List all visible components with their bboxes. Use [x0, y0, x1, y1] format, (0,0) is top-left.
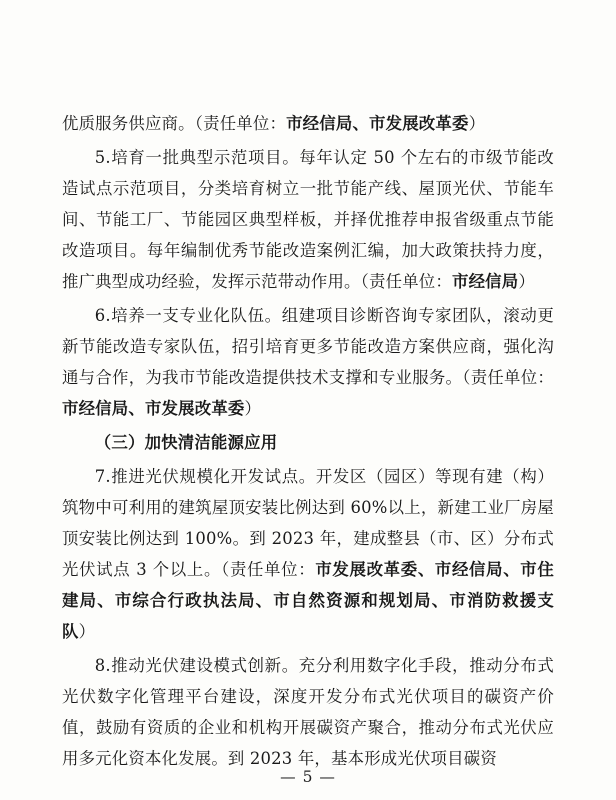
paragraph	[62, 300, 554, 424]
responsible-units-text: （三）加快清洁能源应用	[94, 433, 278, 452]
paragraph-text: ）	[468, 114, 486, 133]
paragraph-text: ）	[518, 272, 535, 291]
paragraph	[62, 108, 554, 139]
document-body	[62, 108, 554, 774]
paragraph	[62, 142, 554, 297]
responsible-units-text: 市经信局	[451, 272, 519, 291]
section-heading	[62, 427, 554, 458]
responsible-units-text: 市发展改革委、市经信局、市住建局、市综合行政执法局、市自然资源和规划局、市消防救援支队	[62, 560, 554, 641]
paragraph-text: ）	[78, 622, 96, 641]
paragraph-text: 优质服务供应商。（责任单位：	[62, 114, 287, 133]
paragraph-text: 6.培养一支专业化队伍。组建项目诊断咨询专家团队，滚动更新节能改造专家队伍，招引培育更多节能改造方案供应商，强化沟通与合作，为我市节能改造提供技术支撑和专业服务。（责任单位：	[62, 306, 554, 387]
paragraph-text: 7.推进光伏规模化开发试点。开发区（园区）等现有建（构）筑物中可利用的建筑屋顶安装比例达到 60%以上，新建工业厂房屋顶安装比例达到 100%。到 2023 年，建成整县（市、区）分布式光伏试点 3 个以上。（责任单位：	[62, 467, 554, 579]
paragraph	[62, 461, 554, 647]
responsible-units-text: 市经信局、市发展改革委	[62, 399, 245, 418]
page-number: — 5 —	[280, 768, 336, 786]
responsible-units-text: 市经信局、市发展改革委	[286, 114, 469, 133]
paragraph-text: ）	[244, 399, 262, 418]
paragraph	[62, 650, 554, 774]
paragraph-text: 8.推动光伏建设模式创新。充分利用数字化手段，推动分布式光伏数字化管理平台建设，深度开发分布式光伏项目的碳资产价值，鼓励有资质的企业和机构开展碳资产聚合，推动分布式光伏应用多元化资本化发展。到 2023 年，基本形成光伏项目碳资	[62, 656, 554, 768]
paragraph-text: 5.培育一批典型示范项目。每年认定 50 个左右的市级节能改造试点示范项目，分类培育树立一批节能产线、屋顶光伏、节能车间、节能工厂、节能园区典型样板，并择优推荐申报省级重点节能改造项目。每年编制优秀节能改造案例汇编，加大政策扶持力度，推广典型成功经验，发挥示范带动作用。（责任单位：	[62, 148, 554, 291]
